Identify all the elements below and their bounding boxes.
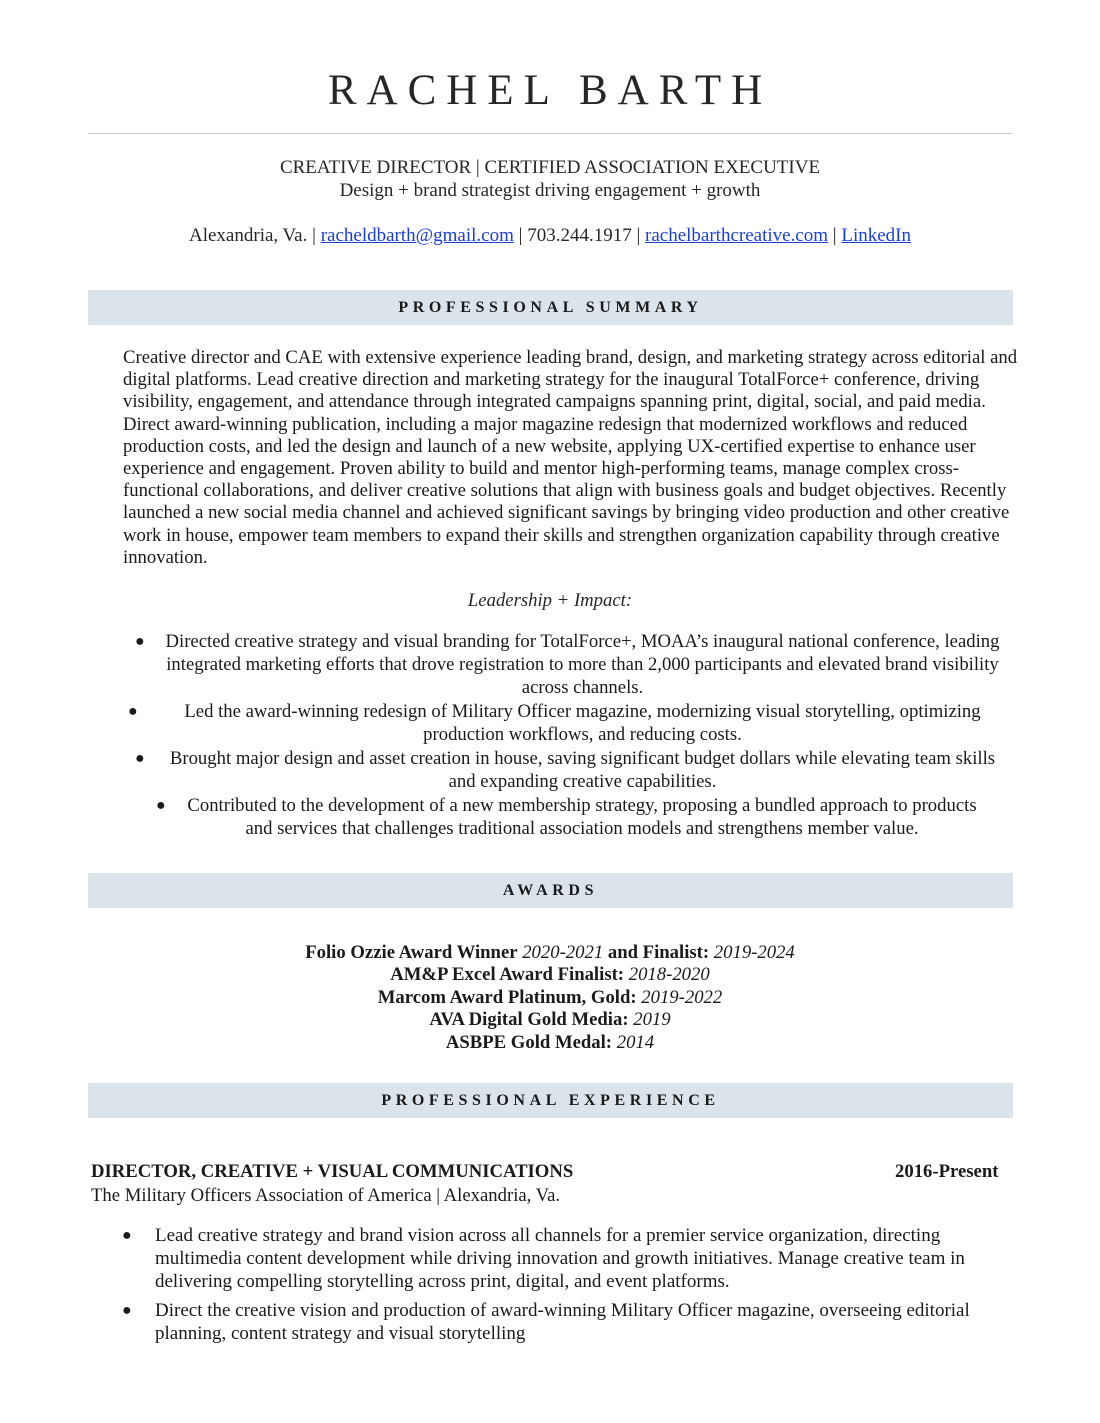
contact-separator: | [636,225,641,246]
header-divider [88,133,1013,134]
awards-heading: AWARDS [88,873,1013,908]
impact-bullet: ● Directed creative strategy and visual branding for TotalForce+, MOAA’s inaugural national conference, leading integrated marketing efforts that drove registration to more than 2,000 participants and elevated brand visibility across channels. [135,631,1000,698]
job-bullet: ● Direct the creative vision and production of award-winning Military Officer magazine, overseeing editorial planning, content strategy and visual storytelling [122,1300,970,1345]
bullet-icon: ● [156,797,166,814]
summary-heading: PROFESSIONAL SUMMARY [88,290,1013,325]
professional-title: CREATIVE DIRECTOR | CERTIFIED ASSOCIATION EXECUTIVE [279,157,821,178]
award-item: Marcom Award Platinum, Gold: 2019-2022 [377,986,723,1008]
contact-separator: | [518,225,523,246]
job-dates: 2016-Present [895,1161,999,1182]
impact-bullet: ● Brought major design and asset creation in house, saving significant budget dollars while elevating team skills and expanding creative capabilities. [135,748,996,792]
contact-location: Alexandria, Va. [189,225,308,246]
impact-bullet: ● Led the award-winning redesign of Military Officer magazine, modernizing visual storytelling, optimizing production workflows, and reducing costs. [128,701,981,745]
contact-separator: | [312,225,316,246]
bullet-icon: ● [135,750,145,767]
bullet-icon: ● [122,1227,132,1244]
impact-subheading: Leadership + Impact: [467,590,633,611]
awards-list [0,942,1100,1054]
bullet-icon: ● [128,703,138,720]
award-item: Folio Ozzie Award Winner 2020-2021 and Finalist: 2019-2024 [305,942,795,963]
award-item: AVA Digital Gold Media: 2019 [429,1009,671,1031]
linkedin-link[interactable]: LinkedIn [841,225,911,246]
website-link[interactable]: rachelbarthcreative.com [645,225,829,246]
contact-line [0,225,1100,247]
tagline: Design + brand strategist driving engagement + growth [339,180,761,201]
award-item: ASBPE Gold Medal: 2014 [445,1031,655,1053]
candidate-name: RACHEL BARTH [327,67,773,114]
email-link[interactable]: racheldbarth@gmail.com [320,225,514,246]
bullet-icon: ● [122,1302,132,1319]
contact-separator: | [832,225,837,246]
job-title: DIRECTOR, CREATIVE + VISUAL COMMUNICATIONS [91,1161,574,1182]
summary-body: Creative director and CAE with extensive experience leading brand, design, and marketing strategy across editorial and digital platforms. Lead creative direction and marketing strategy for the inaugural TotalForce+ conference, driving visibility, engagement, and attendance through integrated campaigns spanning print, digital, social, and paid media. Direct award-winning publication, including a major magazine redesign that modernized workflows and reduced production costs, and led the design and launch of a new website, applying UX-certified expertise to enhance user experience and engagement. Proven ability to build and mentor high-performing teams, manage complex cross-functional collaborations, and deliver creative solutions that align with business goals and budget objectives. Recently launched a new social media channel and achieved significant savings by bringing video production and other creative work in house, empower team members to expand their skills and strengthen organization capability through creative innovation. [123,347,1018,568]
job-organization: The Military Officers Association of America | Alexandria, Va. [91,1185,561,1206]
impact-bullet: ● Contributed to the development of a new membership strategy, proposing a bundled approach to products and services that challenges traditional association models and strengthens member value. [156,795,977,839]
job-bullet: ● Lead creative strategy and brand vision across all channels for a premier service organization, directing multimedia content development while driving innovation and growth initiatives. Manage creative team in delivering compelling storytelling across print, digital, and event platforms. [122,1225,965,1293]
award-item: AM&P Excel Award Finalist: 2018-2020 [390,964,710,986]
bullet-icon: ● [135,633,145,650]
experience-heading: PROFESSIONAL EXPERIENCE [88,1083,1013,1118]
contact-phone: 703.244.1917 [527,225,632,246]
